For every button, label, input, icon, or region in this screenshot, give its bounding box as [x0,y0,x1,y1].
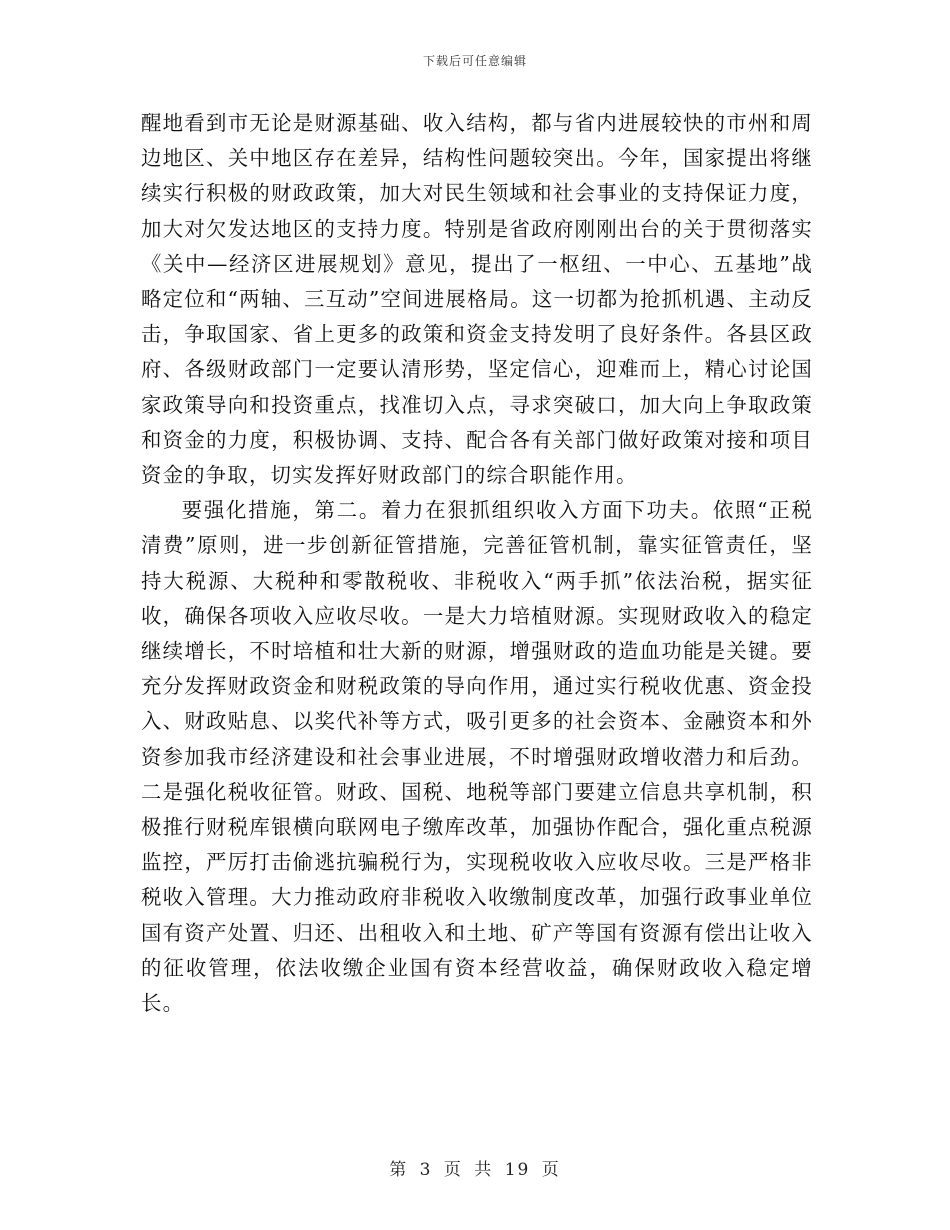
page-number-footer: 第 3 页 共 19 页 [389,1160,561,1180]
header-note: 下载后可任意编辑 [422,54,527,68]
paragraph-1: 醒地看到市无论是财源基础、收入结构，都与省内进展较快的市州和周边地区、关中地区存在差异，结构性问题较突出。今年，国家提出将继续实行积极的财政政策，加大对民生领域和社会事业的支持保证力度，加大对欠发达地区的支持力度。特别是省政府刚刚出台的关于贯彻落实《关中—经济区进展规划》意见，提出了一枢纽、一中心、五基地”战略定位和“两轴、三互动”空间进展格局。这一切都为抢抓机遇、主动反击，争取国家、省上更多的政策和资金支持发明了良好条件。各县区政府、各级财政部门一定要认清形势，坚定信心，迎难而上，精心讨论国家政策导向和投资重点，找准切入点，寻求突破口，加大向上争取政策和资金的力度，积极协调、支持、配合各有关部门做好政策对接和项目资金的争取，切实发挥好财政部门的综合职能作用。 [141,111,813,488]
paragraph-2: 要强化措施，第二。着力在狠抓组织收入方面下功夫。依照“正税清费”原则，进一步创新征管措施，完善征管机制，靠实征管责任，坚持大税源、大税种和零散税收、非税收入“两手抓”依法治税，据实征收，确保各项收入应收尽收。一是大力培植财源。实现财政收入的稳定继续增长，不时培植和壮大新的财源，增强财政的造血功能是关键。要充分发挥财政资金和财税政策的导向作用，通过实行税收优惠、资金投入、财政贴息、以奖代补等方式，吸引更多的社会资本、金融资本和外资参加我市经济建设和社会事业进展，不时增强财政增收潜力和后劲。二是强化税收征管。财政、国税、地税等部门要建立信息共享机制，积极推行财税库银横向联网电子缴库改革，加强协作配合，强化重点税源监控，严厉打击偷逃抗骗税行为，实现税收收入应收尽收。三是严格非税收入管理。大力推动政府非税收入收缴制度改革，加强行政事业单位国有资产处置、归还、出租收入和土地、矿产等国有资源有偿出让收入的征收管理，依法收缴企业国有资本经营收益，确保财政收入稳定增长。 [141,498,813,1016]
document-body [141,106,813,1021]
